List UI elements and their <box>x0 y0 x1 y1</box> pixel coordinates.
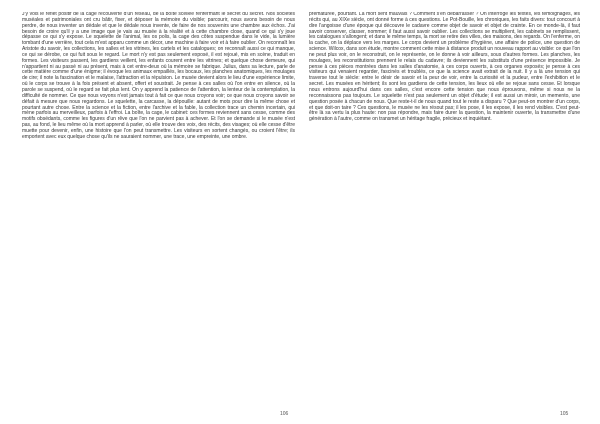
left-page-paragraph: J'y vois le reflet positif de la cage recouverte d'un réseau, de la boîte scellée renfermant le secret du secret. Nos sociétés muséales et patrimoniales ont cru bâtir, fixer, et déposer la mémoire du visible; parcourir, nous avons besoin de nous perdre, de nous inventer un dédale et que le dédale nous invente, de faire de nos souvenirs une chambre aux échos. J'ai besoin de croire qu'il y a une image que je vais au musée à la réalité et à cette chambre close, quand ce qui s'y joue dépasse ce qui s'y expose. Le squelette de l'animal, les os polis, la cage des côtes suspendue dans le vide, la lumière tombant d'une verrière, tout cela m'est apparu comme un décor, une machine à faire voir et à faire oublier. On reconnaît les Aristote du savoir, les collections, les salles et les vitrines, les cartels et les catalogues; on reconnaît aussi ce qui manque, ce qui se dérobe, ce qui fuit sous le regard. Le mort n'y est pas seulement exposé, il est rejoué, mis en scène, traduit en formes. Les visiteurs passent, les gardiens veillent, les enfants courent entre les vitrines; et quelque chose demeure, qui n'appartient ni au passé ni au présent, mais à cet entre-deux où la mémoire se fabrique. Julius, dans sa lecture, parle de cette matière comme d'une énigme; il évoque les animaux empaillés, les bocaux, les planches anatomiques, les moulages de cire; il note la fascination et le malaise, l'attraction et la répulsion. Le musée devient alors le lieu d'une expérience limite, où le corps se trouve à la fois présent et absent, offert et soustrait. Je pense à ces salles où l'on entre en silence, où la parole se suspend, où le regard se fait plus lent. On y apprend la patience de l'attention, la lenteur de la contemplation, la difficulté de nommer. Ce que nous voyons n'est jamais tout à fait ce que nous croyons voir; ce que nous croyons savoir se défait à mesure que nous regardons. Le squelette, la carcasse, la dépouille: autant de mots pour dire la même chose et pourtant autre chose. Entre la science et la fiction, entre l'archive et la fable, la collection trace un chemin incertain, qui mène parfois au merveilleux, parfois à l'effroi. La boîte, la cage, le cabinet: ces formes reviennent sans cesse, comme des motifs obsédants, comme les figures d'un rêve que l'on ne parvient pas à achever. Et l'on se demande si le musée n'est pas, au fond, le lieu même où la mort apprend à parler, où elle trouve des voix, des récits, des visages; où elle cesse d'être muette pour devenir, enfin, une histoire que l'on peut transmettre. Les visiteurs en sortent changés, ou croient l'être; ils emportent avec eux quelque chose qu'ils ne sauraient nommer, une trace, une empreinte, une ombre. <box>22 12 295 140</box>
right-page-number: 105 <box>560 411 569 417</box>
right-page-paragraph: prématurée, pourtant. La mort sent mauvais ? Comment s'en débarrasser ? On interroge les textes, les témoignages, les récits qui, au XIXe siècle, ont donné forme à ces questions. Le Pot-Bouille, les chroniques, les faits divers: tout concourt à dire l'angoisse d'une époque qui découvre le cadavre comme objet de savoir et objet de crainte. En ce monde-là, il faut savoir conserver, classer, nommer; il faut aussi savoir oublier. Les collections se multiplient, les cabinets se remplissent, les catalogues s'allongent; et dans le même temps, la mort se retire des villes, des maisons, des regards. On l'enferme, on la cache, on la déplace vers les marges. Le corps devient un problème d'hygiène, une affaire de police, une question de science. Wilcox, dans son étude, montre comment cette mise à distance produit un nouveau rapport au visible: ce que l'on ne peut plus voir, on le reconstruit, on le représente, on le donne à voir ailleurs, sous d'autres formes. Les planches, les moulages, les reconstitutions prennent le relais du cadavre; ils deviennent les substituts d'une présence impossible. Je pense à ces pièces montrées dans les salles d'anatomie, à ces corps ouverts, à ces organes exposés; je pense à ces visiteurs qui venaient regarder, fascinés et troublés, ce que la science avait extrait de la nuit. Il y a là une tension qui traverse tout le siècle: entre le désir de savoir et la peur de voir, entre la curiosité et la pudeur, entre l'exhibition et le secret. Les musées en héritent; ils sont les gardiens de cette tension, les lieux où elle se rejoue sans cesse. Et lorsque nous entrons aujourd'hui dans ces salles, c'est encore cette tension que nous éprouvons, même si nous ne la reconnaissons pas toujours. Le squelette n'est pas seulement un objet d'étude; il est aussi un miroir, un memento, une question posée à chacun de nous. Que reste-t-il de nous quand tout le reste a disparu ? Que peut-on montrer d'un corps, et que doit-on taire ? Ces questions, le musée ne les résout pas; il les pose, il les expose, il les rend visibles. C'est peut-être là sa vertu la plus haute: non pas répondre, mais faire durer la question, la maintenir ouverte, la transmettre d'une génération à l'autre, comme on transmet un héritage fragile, précieux et inquiétant. <box>309 12 580 123</box>
right-page-text <box>309 12 580 410</box>
left-page-text <box>22 12 295 410</box>
left-page-number: 106 <box>280 411 289 417</box>
